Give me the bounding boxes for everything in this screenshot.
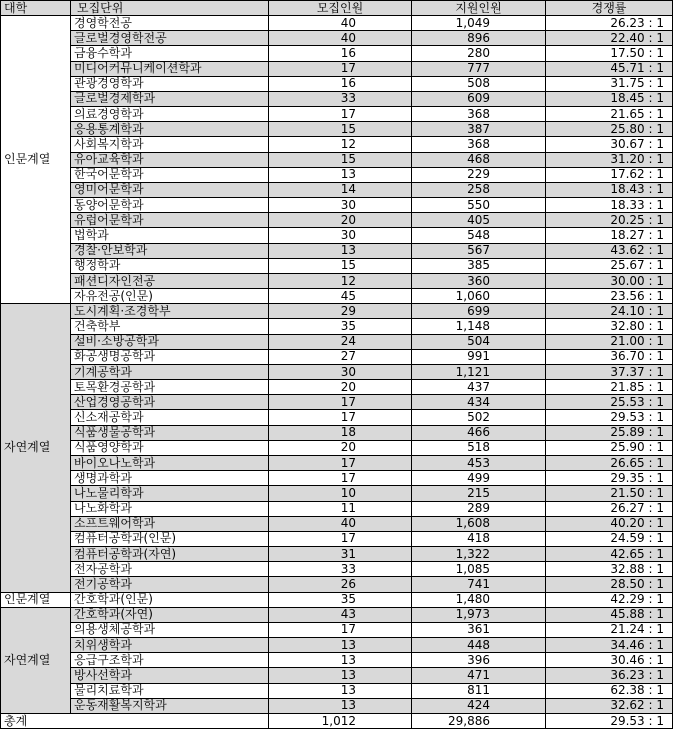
quota-cell: 17 bbox=[269, 455, 412, 470]
table-row bbox=[1, 122, 673, 137]
quota-cell: 30 bbox=[269, 364, 412, 379]
table-row bbox=[1, 486, 673, 501]
quota-cell: 20 bbox=[269, 380, 412, 395]
table-row bbox=[1, 107, 673, 122]
quota-cell: 45 bbox=[269, 289, 412, 304]
ratio-cell: 21.24 : 1 bbox=[546, 622, 673, 637]
quota-cell: 15 bbox=[269, 152, 412, 167]
applicants-cell: 361 bbox=[412, 622, 546, 637]
table-row bbox=[1, 31, 673, 46]
quota-cell: 13 bbox=[269, 638, 412, 653]
ratio-cell: 20.25 : 1 bbox=[546, 213, 673, 228]
ratio-cell: 45.88 : 1 bbox=[546, 607, 673, 622]
unit-cell: 소프트웨어학과 bbox=[71, 516, 269, 531]
table-row bbox=[1, 213, 673, 228]
ratio-cell: 43.62 : 1 bbox=[546, 243, 673, 258]
unit-cell: 간호학과(자연) bbox=[71, 607, 269, 622]
unit-cell: 도시계획·조경학부 bbox=[71, 304, 269, 319]
unit-cell: 사회복지학과 bbox=[71, 137, 269, 152]
header-college: 대학 bbox=[1, 1, 71, 16]
applicants-cell: 518 bbox=[412, 440, 546, 455]
table-row bbox=[1, 334, 673, 349]
table-row bbox=[1, 501, 673, 516]
table-row bbox=[1, 258, 673, 273]
table-row bbox=[1, 152, 673, 167]
ratio-cell: 28.50 : 1 bbox=[546, 577, 673, 592]
college-cell: 자연계열 bbox=[1, 607, 71, 713]
ratio-cell: 17.62 : 1 bbox=[546, 167, 673, 182]
ratio-cell: 18.33 : 1 bbox=[546, 198, 673, 213]
ratio-cell: 18.45 : 1 bbox=[546, 91, 673, 106]
table-row bbox=[1, 380, 673, 395]
unit-cell: 영미어문학과 bbox=[71, 182, 269, 197]
applicants-cell: 368 bbox=[412, 107, 546, 122]
unit-cell: 응용통계학과 bbox=[71, 122, 269, 137]
college-cell: 인문계열 bbox=[1, 592, 71, 607]
unit-cell: 한국어문학과 bbox=[71, 167, 269, 182]
ratio-cell: 31.75 : 1 bbox=[546, 76, 673, 91]
ratio-cell: 24.10 : 1 bbox=[546, 304, 673, 319]
unit-cell: 유럽어문학과 bbox=[71, 213, 269, 228]
quota-cell: 17 bbox=[269, 410, 412, 425]
table-row bbox=[1, 592, 673, 607]
table-row bbox=[1, 289, 673, 304]
applicants-cell: 1,148 bbox=[412, 319, 546, 334]
applicants-cell: 1,608 bbox=[412, 516, 546, 531]
quota-cell: 33 bbox=[269, 91, 412, 106]
table-row bbox=[1, 577, 673, 592]
table-row bbox=[1, 46, 673, 61]
quota-cell: 16 bbox=[269, 46, 412, 61]
unit-cell: 식품생물공학과 bbox=[71, 425, 269, 440]
applicants-cell: 229 bbox=[412, 167, 546, 182]
applicants-cell: 396 bbox=[412, 653, 546, 668]
quota-cell: 30 bbox=[269, 198, 412, 213]
applicants-cell: 1,480 bbox=[412, 592, 546, 607]
quota-cell: 40 bbox=[269, 31, 412, 46]
table-row bbox=[1, 16, 673, 31]
ratio-cell: 26.65 : 1 bbox=[546, 455, 673, 470]
quota-cell: 33 bbox=[269, 562, 412, 577]
table-row bbox=[1, 304, 673, 319]
ratio-cell: 32.62 : 1 bbox=[546, 698, 673, 713]
table-row bbox=[1, 471, 673, 486]
ratio-cell: 42.29 : 1 bbox=[546, 592, 673, 607]
ratio-cell: 26.23 : 1 bbox=[546, 16, 673, 31]
ratio-cell: 32.80 : 1 bbox=[546, 319, 673, 334]
ratio-cell: 18.27 : 1 bbox=[546, 228, 673, 243]
total-quota: 1,012 bbox=[269, 714, 412, 729]
applicants-cell: 289 bbox=[412, 501, 546, 516]
quota-cell: 35 bbox=[269, 592, 412, 607]
unit-cell: 토목환경공학과 bbox=[71, 380, 269, 395]
header-unit: 모집단위 bbox=[71, 1, 269, 16]
total-label: 총계 bbox=[1, 714, 269, 729]
applicants-cell: 466 bbox=[412, 425, 546, 440]
quota-cell: 31 bbox=[269, 547, 412, 562]
ratio-cell: 18.43 : 1 bbox=[546, 182, 673, 197]
applicants-cell: 499 bbox=[412, 471, 546, 486]
table-row bbox=[1, 243, 673, 258]
header-ratio: 경쟁률 bbox=[546, 1, 673, 16]
unit-cell: 운동재활복지학과 bbox=[71, 698, 269, 713]
unit-cell: 기계공학과 bbox=[71, 364, 269, 379]
total-ratio: 29.53 : 1 bbox=[546, 714, 673, 729]
unit-cell: 전자공학과 bbox=[71, 562, 269, 577]
unit-cell: 관광경영학과 bbox=[71, 76, 269, 91]
quota-cell: 17 bbox=[269, 61, 412, 76]
table-row bbox=[1, 349, 673, 364]
unit-cell: 자유전공(인문) bbox=[71, 289, 269, 304]
applicants-cell: 215 bbox=[412, 486, 546, 501]
ratio-cell: 24.59 : 1 bbox=[546, 531, 673, 546]
ratio-cell: 62.38 : 1 bbox=[546, 683, 673, 698]
table-row bbox=[1, 622, 673, 637]
table-row bbox=[1, 167, 673, 182]
college-cell: 인문계열 bbox=[1, 16, 71, 304]
ratio-cell: 25.90 : 1 bbox=[546, 440, 673, 455]
quota-cell: 17 bbox=[269, 531, 412, 546]
ratio-cell: 25.67 : 1 bbox=[546, 258, 673, 273]
quota-cell: 13 bbox=[269, 668, 412, 683]
ratio-cell: 45.71 : 1 bbox=[546, 61, 673, 76]
applicants-cell: 1,085 bbox=[412, 562, 546, 577]
applicants-cell: 437 bbox=[412, 380, 546, 395]
header-quota: 모집인원 bbox=[269, 1, 412, 16]
unit-cell: 바이오나노학과 bbox=[71, 455, 269, 470]
applicants-cell: 1,060 bbox=[412, 289, 546, 304]
table-row bbox=[1, 319, 673, 334]
table-row bbox=[1, 410, 673, 425]
unit-cell: 컴퓨터공학과(자연) bbox=[71, 547, 269, 562]
unit-cell: 경영학전공 bbox=[71, 16, 269, 31]
applicants-cell: 360 bbox=[412, 273, 546, 288]
applicants-cell: 453 bbox=[412, 455, 546, 470]
applicants-cell: 1,121 bbox=[412, 364, 546, 379]
table-row bbox=[1, 562, 673, 577]
table-row bbox=[1, 683, 673, 698]
applicants-cell: 258 bbox=[412, 182, 546, 197]
applicants-cell: 434 bbox=[412, 395, 546, 410]
applicants-cell: 468 bbox=[412, 152, 546, 167]
unit-cell: 의료경영학과 bbox=[71, 107, 269, 122]
table-row bbox=[1, 698, 673, 713]
unit-cell: 나노화학과 bbox=[71, 501, 269, 516]
table-row bbox=[1, 653, 673, 668]
unit-cell: 방사선학과 bbox=[71, 668, 269, 683]
applicants-cell: 280 bbox=[412, 46, 546, 61]
quota-cell: 20 bbox=[269, 440, 412, 455]
table-row bbox=[1, 547, 673, 562]
ratio-cell: 25.89 : 1 bbox=[546, 425, 673, 440]
applicants-cell: 424 bbox=[412, 698, 546, 713]
unit-cell: 미디어커뮤니케이션학과 bbox=[71, 61, 269, 76]
unit-cell: 건축학부 bbox=[71, 319, 269, 334]
total-row bbox=[1, 714, 673, 729]
ratio-cell: 25.80 : 1 bbox=[546, 122, 673, 137]
quota-cell: 12 bbox=[269, 137, 412, 152]
applicants-cell: 448 bbox=[412, 638, 546, 653]
quota-cell: 13 bbox=[269, 653, 412, 668]
unit-cell: 치위생학과 bbox=[71, 638, 269, 653]
ratio-cell: 40.20 : 1 bbox=[546, 516, 673, 531]
unit-cell: 물리치료학과 bbox=[71, 683, 269, 698]
applicants-cell: 991 bbox=[412, 349, 546, 364]
quota-cell: 35 bbox=[269, 319, 412, 334]
unit-cell: 설비·소방공학과 bbox=[71, 334, 269, 349]
unit-cell: 전기공학과 bbox=[71, 577, 269, 592]
quota-cell: 40 bbox=[269, 16, 412, 31]
applicants-cell: 1,322 bbox=[412, 547, 546, 562]
ratio-cell: 30.46 : 1 bbox=[546, 653, 673, 668]
applicants-cell: 811 bbox=[412, 683, 546, 698]
applicants-cell: 741 bbox=[412, 577, 546, 592]
quota-cell: 27 bbox=[269, 349, 412, 364]
unit-cell: 패션디자인전공 bbox=[71, 273, 269, 288]
table-row bbox=[1, 182, 673, 197]
unit-cell: 식품영양학과 bbox=[71, 440, 269, 455]
table-row bbox=[1, 76, 673, 91]
applicants-cell: 368 bbox=[412, 137, 546, 152]
header-applicants: 지원인원 bbox=[412, 1, 546, 16]
applicants-cell: 567 bbox=[412, 243, 546, 258]
table-row bbox=[1, 91, 673, 106]
unit-cell: 화공생명공학과 bbox=[71, 349, 269, 364]
quota-cell: 15 bbox=[269, 122, 412, 137]
quota-cell: 24 bbox=[269, 334, 412, 349]
table-row bbox=[1, 364, 673, 379]
applicants-cell: 508 bbox=[412, 76, 546, 91]
quota-cell: 16 bbox=[269, 76, 412, 91]
applicants-cell: 548 bbox=[412, 228, 546, 243]
quota-cell: 17 bbox=[269, 107, 412, 122]
quota-cell: 17 bbox=[269, 622, 412, 637]
table-row bbox=[1, 425, 673, 440]
quota-cell: 14 bbox=[269, 182, 412, 197]
unit-cell: 컴퓨터공학과(인문) bbox=[71, 531, 269, 546]
ratio-cell: 21.65 : 1 bbox=[546, 107, 673, 122]
header-row bbox=[1, 1, 673, 16]
ratio-cell: 17.50 : 1 bbox=[546, 46, 673, 61]
ratio-cell: 21.85 : 1 bbox=[546, 380, 673, 395]
ratio-cell: 22.40 : 1 bbox=[546, 31, 673, 46]
quota-cell: 29 bbox=[269, 304, 412, 319]
quota-cell: 13 bbox=[269, 683, 412, 698]
ratio-cell: 23.56 : 1 bbox=[546, 289, 673, 304]
applicants-cell: 405 bbox=[412, 213, 546, 228]
ratio-cell: 36.70 : 1 bbox=[546, 349, 673, 364]
quota-cell: 20 bbox=[269, 213, 412, 228]
unit-cell: 간호학과(인문) bbox=[71, 592, 269, 607]
ratio-cell: 30.00 : 1 bbox=[546, 273, 673, 288]
college-cell: 자연계열 bbox=[1, 304, 71, 592]
ratio-cell: 34.46 : 1 bbox=[546, 638, 673, 653]
quota-cell: 13 bbox=[269, 167, 412, 182]
unit-cell: 유아교육학과 bbox=[71, 152, 269, 167]
unit-cell: 나노물리학과 bbox=[71, 486, 269, 501]
quota-cell: 40 bbox=[269, 516, 412, 531]
applicants-cell: 777 bbox=[412, 61, 546, 76]
applicants-cell: 609 bbox=[412, 91, 546, 106]
unit-cell: 응급구조학과 bbox=[71, 653, 269, 668]
table-row bbox=[1, 440, 673, 455]
unit-cell: 행정학과 bbox=[71, 258, 269, 273]
ratio-cell: 32.88 : 1 bbox=[546, 562, 673, 577]
applicants-cell: 550 bbox=[412, 198, 546, 213]
unit-cell: 글로벌경영학전공 bbox=[71, 31, 269, 46]
ratio-cell: 21.50 : 1 bbox=[546, 486, 673, 501]
table-row bbox=[1, 531, 673, 546]
table-row bbox=[1, 668, 673, 683]
table-body bbox=[1, 16, 673, 714]
quota-cell: 13 bbox=[269, 698, 412, 713]
ratio-cell: 21.00 : 1 bbox=[546, 334, 673, 349]
ratio-cell: 30.67 : 1 bbox=[546, 137, 673, 152]
applicants-cell: 896 bbox=[412, 31, 546, 46]
quota-cell: 13 bbox=[269, 243, 412, 258]
quota-cell: 30 bbox=[269, 228, 412, 243]
quota-cell: 11 bbox=[269, 501, 412, 516]
unit-cell: 경찰·안보학과 bbox=[71, 243, 269, 258]
applicants-cell: 699 bbox=[412, 304, 546, 319]
ratio-cell: 31.20 : 1 bbox=[546, 152, 673, 167]
table-row bbox=[1, 137, 673, 152]
unit-cell: 의용생체공학과 bbox=[71, 622, 269, 637]
ratio-cell: 29.53 : 1 bbox=[546, 410, 673, 425]
unit-cell: 동양어문학과 bbox=[71, 198, 269, 213]
table-row bbox=[1, 607, 673, 622]
applicants-cell: 418 bbox=[412, 531, 546, 546]
applicants-cell: 504 bbox=[412, 334, 546, 349]
unit-cell: 산업경영공학과 bbox=[71, 395, 269, 410]
quota-cell: 17 bbox=[269, 471, 412, 486]
table-row bbox=[1, 516, 673, 531]
quota-cell: 15 bbox=[269, 258, 412, 273]
table-row bbox=[1, 228, 673, 243]
unit-cell: 법학과 bbox=[71, 228, 269, 243]
ratio-cell: 25.53 : 1 bbox=[546, 395, 673, 410]
ratio-cell: 36.23 : 1 bbox=[546, 668, 673, 683]
applicants-cell: 471 bbox=[412, 668, 546, 683]
unit-cell: 글로벌경제학과 bbox=[71, 91, 269, 106]
ratio-cell: 26.27 : 1 bbox=[546, 501, 673, 516]
total-applicants: 29,886 bbox=[412, 714, 546, 729]
table-row bbox=[1, 395, 673, 410]
unit-cell: 신소재공학과 bbox=[71, 410, 269, 425]
unit-cell: 금융수학과 bbox=[71, 46, 269, 61]
ratio-cell: 29.35 : 1 bbox=[546, 471, 673, 486]
applicants-cell: 385 bbox=[412, 258, 546, 273]
quota-cell: 43 bbox=[269, 607, 412, 622]
applicants-cell: 1,049 bbox=[412, 16, 546, 31]
table-row bbox=[1, 638, 673, 653]
quota-cell: 26 bbox=[269, 577, 412, 592]
applicants-cell: 502 bbox=[412, 410, 546, 425]
ratio-cell: 37.37 : 1 bbox=[546, 364, 673, 379]
table-row bbox=[1, 455, 673, 470]
applicants-cell: 387 bbox=[412, 122, 546, 137]
unit-cell: 생명과학과 bbox=[71, 471, 269, 486]
table-row bbox=[1, 61, 673, 76]
quota-cell: 17 bbox=[269, 395, 412, 410]
table-row bbox=[1, 273, 673, 288]
quota-cell: 12 bbox=[269, 273, 412, 288]
applicants-cell: 1,973 bbox=[412, 607, 546, 622]
quota-cell: 10 bbox=[269, 486, 412, 501]
table-row bbox=[1, 198, 673, 213]
quota-cell: 18 bbox=[269, 425, 412, 440]
ratio-cell: 42.65 : 1 bbox=[546, 547, 673, 562]
